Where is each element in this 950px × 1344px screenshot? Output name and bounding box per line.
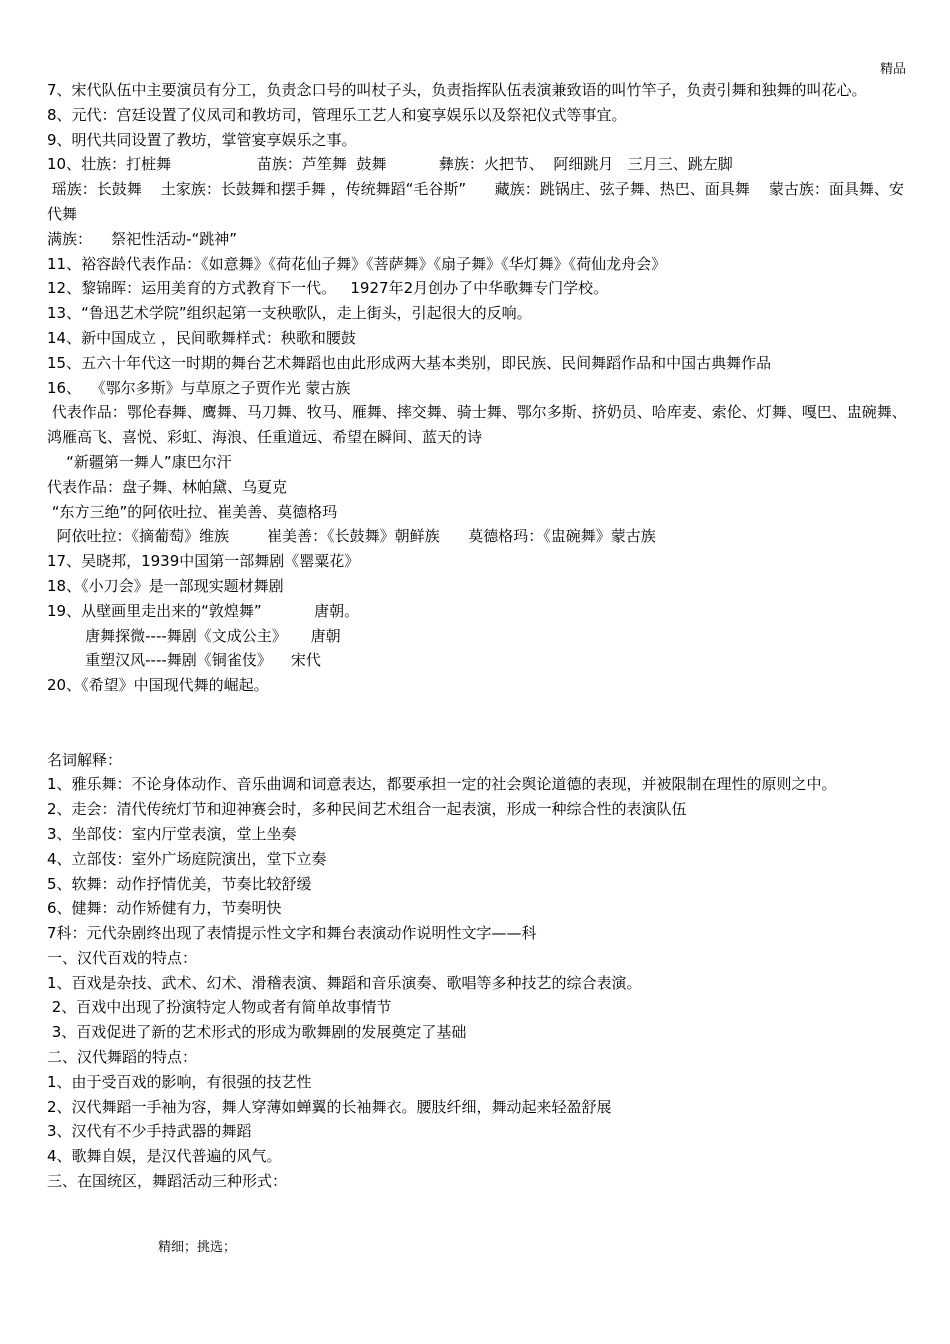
document-body — [47, 78, 917, 1194]
item-9-ming: 9、明代共同设置了教坊，掌管宴享娱乐之事。 — [47, 130, 357, 149]
baixi-point-2: 2、百戏中出现了扮演特定人物或者有简单故事情节 — [47, 998, 392, 1017]
term-yayuewu: 1、雅乐舞：不论身体动作、音乐曲调和词意表达，都要承担一定的社会舆论道德的表现，并被限制在理性的原则之中。 — [47, 775, 837, 794]
item-10-ethnic-dances: 10、壮族：打桩舞 苗族：芦笙舞 鼓舞 彝族：火把节、 阿细跳月 三月三、跳左脚 — [47, 155, 733, 174]
item-7-song-troupe: 7、宋代队伍中主要演员有分工，负责念口号的叫杖子头，负责指挥队伍表演兼致语的叫竹竿子，负责引舞和独舞的叫花心。 — [47, 81, 867, 99]
term-zuobuji: 3、坐部伎：室内厅堂表演，堂上坐奏 — [47, 824, 297, 843]
heading-han-baixi: 一、汉代百戏的特点： — [47, 948, 198, 967]
term-ke: 7科：元代杂剧终出现了表情提示性文字和舞台表演动作说明性文字——科 — [47, 924, 537, 943]
item-16-three-masters: “东方三绝”的阿依吐拉、崔美善、莫德格玛 — [47, 502, 338, 521]
terms-heading: 名词解释： — [47, 750, 123, 769]
item-20-hope: 20、《希望》中国现代舞的崛起。 — [47, 676, 269, 695]
item-16-kambarkhan-works: 代表作品：盘子舞、林帕黛、乌夏克 — [47, 477, 288, 496]
section-spacer — [47, 698, 917, 748]
footer-note: 精细；挑选； — [158, 1240, 237, 1255]
term-ruanwu: 5、软舞：动作抒情优美，节奏比较舒缓 — [47, 874, 312, 893]
item-11-yu-rongling: 11、裕容龄代表作品：《如意舞》《荷花仙子舞》《菩萨舞》《扇子舞》《华灯舞》《荷仙龙舟会》 — [47, 254, 667, 273]
item-19-tang: 唐舞探微----舞剧《文成公主》 唐朝 — [47, 626, 341, 645]
item-18-xiaodaohui: 18、《小刀会》是一部现实题材舞剧 — [47, 576, 284, 595]
item-10-ethnic-dances-cont: 瑶族：长鼓舞 土家族：长鼓舞和摆手舞 ，传统舞蹈“毛谷斯” 藏族：跳锅庄、弦子舞、热巴、面具舞 蒙古族：面具舞、安代舞 — [47, 180, 904, 223]
baixi-point-1: 1、百戏是杂技、武术、幻术、滑稽表演、舞蹈和音乐演奏、歌唱等多种技艺的综合表演。 — [47, 973, 642, 992]
item-17-wu-xiaobang: 17、吴晓邦，1939中国第一部舞剧《罂粟花》 — [47, 552, 360, 571]
baixi-point-3: 3、百戏促进了新的艺术形式的形成为歌舞剧的发展奠定了基础 — [47, 1023, 467, 1042]
heading-han-dance: 二、汉代舞蹈的特点： — [47, 1048, 198, 1067]
item-16-three-masters-works: 阿依吐拉：《摘葡萄》维族 崔美善：《长鼓舞》朝鲜族 莫德格玛：《盅碗舞》蒙古族 — [47, 527, 656, 546]
item-19-han: 重塑汉风----舞剧《铜雀伎》 宋代 — [47, 651, 321, 670]
han-dance-point-4: 4、歌舞自娱，是汉代普遍的风气。 — [47, 1147, 282, 1166]
term-jianwu: 6、健舞：动作矫健有力，节奏明快 — [47, 899, 282, 918]
header-mark: 精品 — [879, 62, 906, 77]
term-libuji: 4、立部伎：室外广场庭院演出，堂下立奏 — [47, 849, 327, 868]
han-dance-point-2: 2、汉代舞蹈一手袖为容，舞人穿薄如蝉翼的长袖舞衣。腰肢纤细，舞动起来轻盈舒展 — [47, 1097, 612, 1116]
term-zouhui: 2、走会：清代传统灯节和迎神赛会时，多种民间艺术组合一起表演，形成一种综合性的表演队伍 — [47, 800, 687, 819]
item-19-dunhuang: 19、从壁画里走出来的“敦煌舞” 唐朝。 — [47, 601, 360, 620]
han-dance-point-3: 3、汉代有不少手持武器的舞蹈 — [47, 1122, 252, 1141]
item-10-manchu: 满族： 祭祀性活动-“跳神” — [47, 229, 238, 248]
heading-kmt-area: 三、在国统区，舞蹈活动三种形式： — [47, 1172, 288, 1191]
item-13-lu-xun-academy: 13、“鲁迅艺术学院”组织起第一支秧歌队，走上街头，引起很大的反响。 — [47, 304, 532, 323]
item-16-ordos: 16、 《鄂尔多斯》与草原之子贾作光 蒙古族 — [47, 378, 351, 397]
item-14-new-china: 14、新中国成立 ，民间歌舞样式：秧歌和腰鼓 — [47, 328, 356, 347]
item-12-li-jinhui: 12、黎锦晖：运用美育的方式教育下一代。 1927年2月创办了中华歌舞专门学校。 — [47, 279, 609, 298]
item-8-yuan: 8、元代：宫廷设置了仪凤司和教坊司，管理乐工艺人和宴享娱乐以及祭祀仪式等事宜。 — [47, 105, 627, 124]
han-dance-point-1: 1、由于受百戏的影响，有很强的技艺性 — [47, 1072, 312, 1091]
item-16-representative-works: 代表作品：鄂伦春舞、鹰舞、马刀舞、牧马、雁舞、摔交舞、骑士舞、鄂尔多斯、挤奶员、哈库麦、索伦、灯舞、嘎巴、盅碗舞、鸿雁高飞、喜悦、彩虹、海浪、任重道远、希望在瞬间、蓝天的诗 — [47, 403, 907, 447]
item-15-fifties-sixties: 15、五六十年代这一时期的舞台艺术舞蹈也由此形成两大基本类别，即民族、民间舞蹈作品和中国古典舞作品 — [47, 353, 772, 372]
item-16-kambarkhan: “新疆第一舞人”康巴尔汗 — [47, 452, 232, 471]
